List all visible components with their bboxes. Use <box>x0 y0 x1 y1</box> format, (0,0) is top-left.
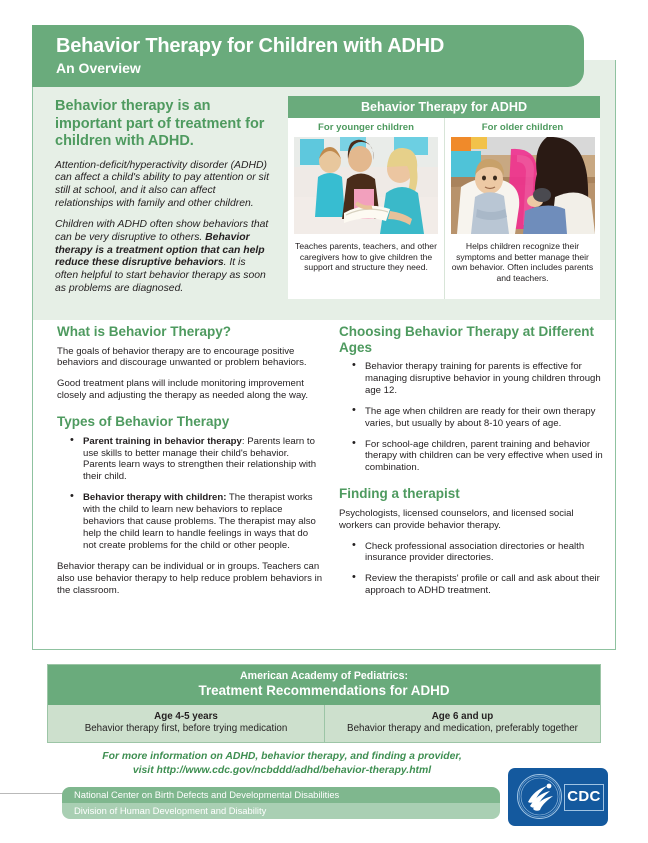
intro-p2-post: . It is often helpful to start behavior therapy as soon as problems are diagnosed. <box>55 257 266 294</box>
intro-p2-pre: Children with ADHD often show behaviors that can be very disruptive to others. <box>55 219 269 244</box>
page-subtitle: An Overview <box>56 60 141 76</box>
photo-column-older <box>444 118 600 299</box>
types-bullet-list <box>57 436 323 552</box>
aap-cell-age-6-up <box>324 705 600 742</box>
photo-caption-older: Helps children recognize their symptoms and better manage their own behavior. Often includes parents and teachers. <box>451 241 594 283</box>
column-left <box>57 324 323 606</box>
photo-panel-title: Behavior Therapy for ADHD <box>288 96 600 118</box>
photo-heading-younger: For younger children <box>318 122 414 133</box>
cdc-logo <box>508 768 608 826</box>
photo-panel <box>288 96 600 299</box>
footer-bars <box>62 787 500 819</box>
aap-recommendations-box <box>47 664 601 743</box>
intro-paragraph-2 <box>55 219 270 295</box>
finding-paragraph: Psychologists, licensed counselors, and licensed social workers can provide behavior therapy. <box>339 507 574 531</box>
aap-recommendation-6-up: Behavior therapy and medication, preferably together <box>347 723 578 734</box>
bullet-text-parent-training: : Parents learn to use skills to better manage their child's behavior. Parents learn ways to strengthen their relationship with their child. <box>83 435 317 483</box>
footer-center-name: National Center on Birth Defects and Developmental Disabilities <box>62 787 500 803</box>
list-item <box>83 492 323 552</box>
section-heading-choosing: Choosing Behavior Therapy at Different Ages <box>339 324 595 355</box>
aap-title-line-1: American Academy of Pediatrics: <box>240 670 408 682</box>
section-heading-what-is: What is Behavior Therapy? <box>57 324 232 339</box>
intro-heading: Behavior therapy is an important part of treatment for children with ADHD. <box>55 98 265 149</box>
aap-recommendation-4-5: Behavior therapy first, before trying medication <box>84 723 288 734</box>
bullet-text-therapy-with-children: The therapist works with the child to learn new behaviors to replace behaviors that cause problems. The therapist may also help the child learn to handle feelings in ways that do not create problems for the child or other people. <box>83 492 316 551</box>
what-is-paragraph-2: Good treatment plans will include monitoring improvement closely and adjusting the therapy as needed along the way. <box>57 378 309 402</box>
header-banner <box>32 25 584 87</box>
finding-bullet-list <box>339 541 607 598</box>
types-closing-paragraph: Behavior therapy can be individual or in groups. Teachers can also use behavior therapy to help reduce problem behaviors in the classroom. <box>57 560 323 596</box>
cdc-wordmark-text: CDC <box>567 788 601 805</box>
section-heading-finding: Finding a therapist <box>339 486 460 502</box>
more-info-url[interactable]: visit http://www.cdc.gov/ncbddd/adhd/behavior-therapy.html <box>132 765 432 776</box>
aap-box-header <box>48 665 600 705</box>
section-heading-types: Types of Behavior Therapy <box>57 414 230 430</box>
intro-block <box>55 98 270 305</box>
photo-caption-younger: Teaches parents, teachers, and other caregivers how to give children the support and structure they need. <box>295 241 437 273</box>
photo-heading-older: For older children <box>481 122 564 133</box>
footer-division-name: Division of Human Development and Disability <box>62 803 500 819</box>
bullet-lead-parent-training: Parent training in behavior therapy <box>83 435 242 447</box>
intro-p2-bold: Behavior therapy is a treatment option that can help reduce these disruptive behaviors <box>55 232 265 269</box>
list-item: • The age when children are ready for their own therapy varies, but usually by about 8-10 years of age. <box>365 406 607 430</box>
photo-columns <box>288 118 600 299</box>
more-info-line-1: For more information on ADHD, behavior therapy, and finding a provider, <box>102 751 462 762</box>
aap-title-line-2: Treatment Recommendations for ADHD <box>198 683 450 698</box>
list-item <box>83 436 323 484</box>
photo-parent-child-therapist <box>294 137 438 234</box>
cdc-wordmark <box>564 784 604 811</box>
content-columns <box>33 324 615 650</box>
list-item: • Review the therapists' profile or call and ask about their approach to ADHD treatment. <box>365 573 607 597</box>
list-item: • For school-age children, parent training and behavior therapy with children can be very effective when used in combination. <box>365 439 607 475</box>
aap-age-label-6-up: Age 6 and up <box>431 711 494 722</box>
column-right <box>339 324 607 606</box>
list-item: • Check professional association directories or health insurance provider directories. <box>365 541 607 565</box>
aap-age-label-4-5: Age 4-5 years <box>154 711 218 722</box>
footer-divider <box>0 793 70 794</box>
photo-column-younger <box>288 118 444 299</box>
intro-paragraph-1: Attention-deficit/hyperactivity disorder (ADHD) can affect a child's ability to pay attention or sit still at school, and it also can affect relationships with family and other children. <box>55 159 269 209</box>
page-title: Behavior Therapy for Children with ADHD <box>56 35 445 57</box>
more-information-block <box>47 750 517 778</box>
what-is-paragraph-1: The goals of behavior therapy are to encourage positive behaviors and discourage unwanted or problem behaviors. <box>57 345 307 369</box>
photo-boy-with-therapist <box>451 137 595 234</box>
choosing-bullet-list <box>339 361 607 474</box>
aap-cell-age-4-5 <box>48 705 324 742</box>
list-item: • Behavior therapy training for parents is effective for managing disruptive behavior in young children through age 12. <box>365 361 607 397</box>
bullet-lead-therapy-with-children: Behavior therapy with children: <box>83 492 227 504</box>
hhs-seal-icon <box>516 773 563 820</box>
aap-box-body <box>48 705 600 742</box>
